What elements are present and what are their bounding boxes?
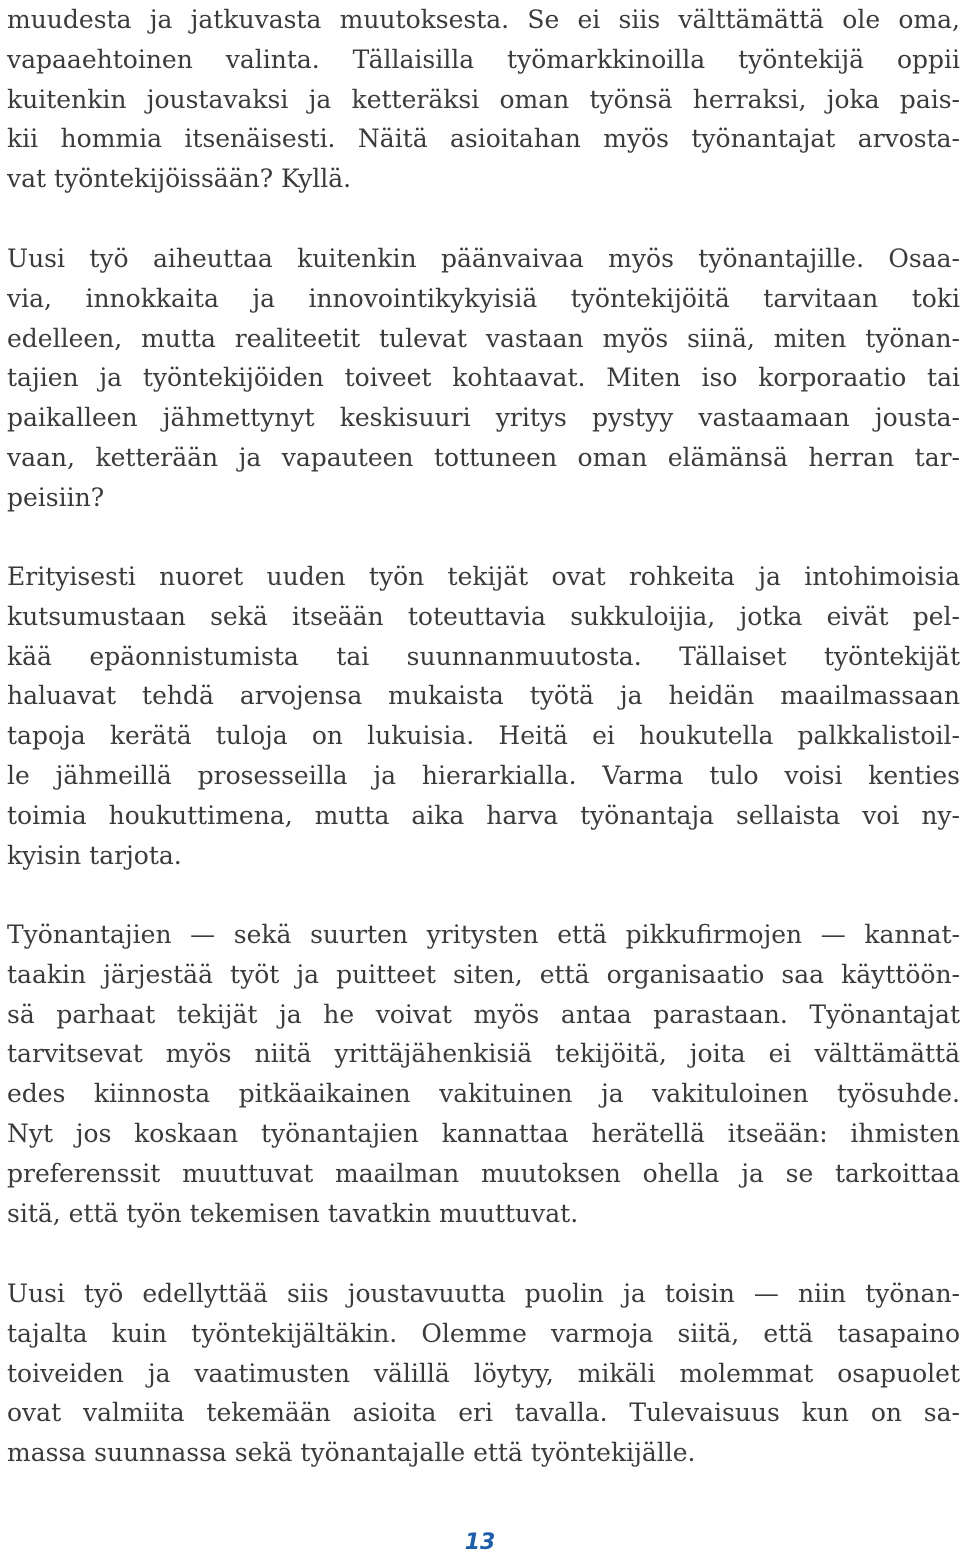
text-line: massa suunnassa sekä työnantajalle että työntekijälle. (7, 1438, 696, 1468)
text-line: vapaaehtoinen valinta. Tällaisilla työmarkkinoilla työntekijä oppii (7, 44, 960, 74)
text-line: muudesta ja jatkuvasta muutoksesta. Se ei siis välttämättä ole oma, (7, 5, 960, 34)
text-line: tapoja kerätä tuloja on lukuisia. Heitä ei houkutella palkkalistoil- (7, 721, 960, 751)
text-line: Työnantajien — sekä suurten yritysten että pikkufirmojen — kannat- (7, 920, 960, 949)
text-line: preferenssit muuttuvat maailman muutoksen ohella ja se tarkoittaa (7, 1158, 960, 1188)
page-number: 13 (464, 1530, 496, 1555)
paragraph-1 (7, 0, 960, 199)
text-line: sitä, että työn tekemisen tavatkin muuttuvat. (7, 1198, 579, 1228)
text-line: kii hommia itsenäisesti. Näitä asioitahan myös työnantajat arvosta- (7, 124, 960, 154)
text-line: le jähmeillä prosesseilla ja hierarkialla. Varma tulo voisi kenties (7, 760, 960, 790)
paragraph-4 (7, 915, 960, 1233)
text-line: peisiin? (7, 482, 105, 512)
text-line: paikalleen jähmettynyt keskisuuri yritys pystyy vastaamaan jousta- (7, 403, 960, 433)
text-line: via, innokkaita ja innovointikykyisiä työntekijöitä tarvitaan toki (7, 283, 960, 313)
text-line: sä parhaat tekijät ja he voivat myös antaa parastaan. Työnantajat (7, 999, 960, 1029)
text-line: edes kiinnosta pitkäaikainen vakituinen ja vakituloinen työsuhde. (7, 1079, 960, 1109)
text-line: kää epäonnistumista tai suunnanmuutosta. Tällaiset työntekijät (7, 641, 960, 671)
text-line: ovat valmiita tekemään asioita eri tavalla. Tulevaisuus kun on sa- (7, 1398, 960, 1428)
text-line: Nyt jos koskaan työnantajien kannattaa herätellä itseään: ihmisten (7, 1118, 960, 1148)
text-line: edelleen, mutta realiteetit tulevat vastaan myös siinä, miten työnan- (7, 323, 960, 353)
text-line: toimia houkuttimena, mutta aika harva työnantaja sellaista voi ny- (7, 800, 960, 830)
text-line: vaan, ketterään ja vapauteen tottuneen oman elämänsä herran tar- (7, 442, 960, 472)
text-line: Erityisesti nuoret uuden työn tekijät ovat rohkeita ja intohimoisia (7, 562, 960, 591)
text-line: taakin järjestää työt ja puitteet siten, että organisaatio saa käyttöön- (7, 959, 960, 989)
paragraph-5 (7, 1274, 960, 1473)
paragraph-3 (7, 557, 960, 875)
text-line: kyisin tarjota. (7, 840, 182, 870)
text-line: kuitenkin joustavaksi ja ketteräksi oman työnsä herraksi, joka pais- (7, 84, 960, 114)
text-line: toiveiden ja vaatimusten välillä löytyy, mikäli molemmat osapuolet (7, 1358, 960, 1388)
text-line: tajalta kuin työntekijältäkin. Olemme varmoja siitä, että tasapaino (7, 1318, 960, 1348)
text-line: Uusi työ aiheuttaa kuitenkin päänvaivaa myös työnantajille. Osaa- (7, 244, 960, 273)
text-line: tarvitsevat myös niitä yrittäjähenkisiä tekijöitä, joita ei välttämättä (7, 1039, 960, 1069)
text-line: haluavat tehdä arvojensa mukaista työtä ja heidän maailmassaan (7, 681, 960, 711)
text-line: tajien ja työntekijöiden toiveet kohtaavat. Miten iso korporaatio tai (7, 363, 960, 393)
text-line: Uusi työ edellyttää siis joustavuutta puolin ja toisin — niin työnan- (7, 1279, 960, 1308)
text-line: kutsumustaan sekä itseään toteuttavia sukkuloijia, jotka eivät pel- (7, 601, 960, 631)
text-line: vat työntekijöissään? Kyllä. (7, 164, 352, 194)
paragraph-2 (7, 239, 960, 518)
